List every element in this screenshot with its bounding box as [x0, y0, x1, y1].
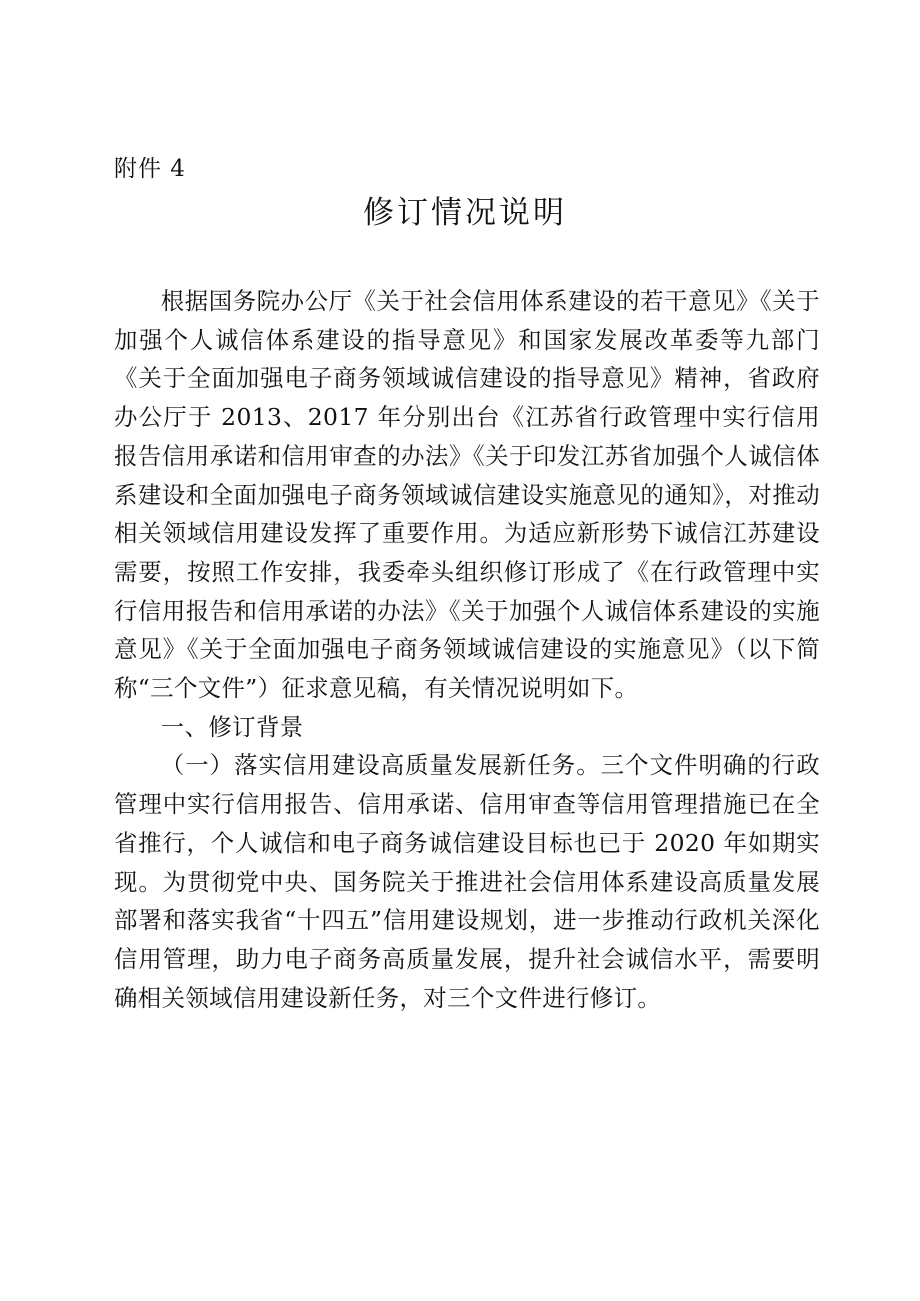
attachment-label: 附件 4: [114, 156, 186, 182]
document-body: [114, 282, 820, 1017]
section-heading-revision-background: 一、修订背景: [160, 712, 304, 741]
paragraph-subsection-1: （一）落实信用建设高质量发展新任务。三个文件明确的行政管理中实行信用报告、信用承诺、信用审查等信用管理措施已在全省推行，个人诚信和电子商务诚信建设目标也已于 2020 年如期实现。为贯彻党中央、国务院关于推进社会信用体系建设高质量发展部署和落实我省“十四五”信用建设规划，进一步推动行政机关深化信用管理，助力电子商务高质量发展，提升社会诚信水平，需要明确相关领域信用建设新任务，对三个文件进行修订。: [114, 751, 820, 1012]
document-title: 修订情况说明: [363, 195, 567, 231]
paragraph-intro: 根据国务院办公厅《关于社会信用体系建设的若干意见》《关于加强个人诚信体系建设的指导意见》和国家发展改革委等九部门《关于全面加强电子商务领域诚信建设的指导意见》精神，省政府办公厅于 2013、2017 年分别出台《江苏省行政管理中实行信用报告信用承诺和信用审查的办法》《关于印发江苏省加强个人诚信体系建设和全面加强电子商务领域诚信建设实施意见的通知》，对推动相关领域信用建设发挥了重要作用。为适应新形势下诚信江苏建设需要，按照工作安排，我委牵头组织修订形成了《在行政管理中实行信用报告和信用承诺的办法》《关于加强个人诚信体系建设的实施意见》《关于全面加强电子商务领域诚信建设的实施意见》（以下简称“三个文件”）征求意见稿，有关情况说明如下。: [114, 287, 820, 703]
